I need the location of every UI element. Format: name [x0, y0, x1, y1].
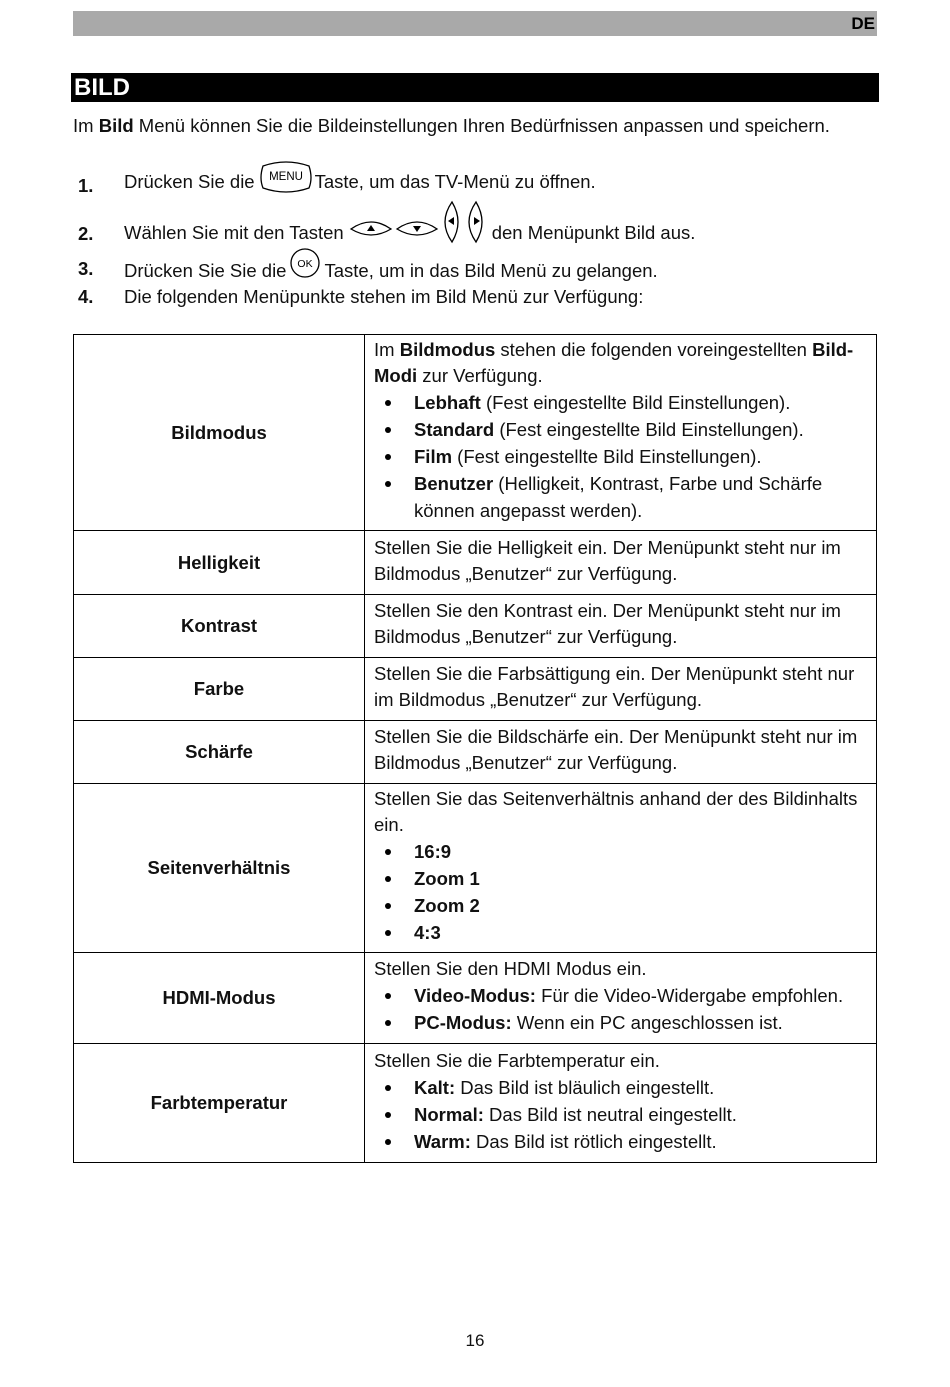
menu-key-label: MENU [268, 171, 303, 183]
option-description: Stellen Sie die Bildschärfe ein. Der Menüpunkt steht nur im Bildmodus „Benutzer“ zur Verfügung. [365, 721, 877, 784]
option-name: HDMI-Modus [74, 953, 365, 1044]
option-list [374, 389, 868, 524]
option-name: Helligkeit [74, 531, 365, 595]
step-number: 3. [78, 258, 94, 279]
table-row [74, 953, 877, 1044]
list-item: Zoom 1 [374, 865, 868, 892]
step-text-post: Taste, um in das Bild Menü zu gelangen. [324, 260, 658, 281]
intro-text-post: Menü können Sie die Bildeinstellungen Ihren Bedürfnissen anpassen und speichern. [133, 115, 830, 136]
list-item: Lebhaft (Fest eingestellte Bild Einstellungen). [374, 389, 868, 416]
option-description: Stellen Sie die Helligkeit ein. Der Menüpunkt steht nur im Bildmodus „Benutzer“ zur Verfügung. [365, 531, 877, 595]
table-row [74, 1044, 877, 1163]
option-list [374, 1074, 868, 1155]
step-text-post: den Menüpunkt Bild aus. [491, 222, 696, 243]
intro-paragraph [73, 115, 830, 137]
step-number: 2. [78, 223, 94, 244]
option-list [374, 838, 868, 946]
option-name: Seitenverhältnis [74, 784, 365, 953]
list-item: Kalt: Das Bild ist bläulich eingestellt. [374, 1074, 868, 1101]
option-list [374, 982, 868, 1036]
list-item: 4:3 [374, 919, 868, 946]
list-item: Warm: Das Bild ist rötlich eingestellt. [374, 1128, 868, 1155]
option-name: Kontrast [74, 595, 365, 658]
ok-key-icon [288, 247, 322, 279]
step-text [124, 247, 658, 283]
table-row [74, 784, 877, 953]
option-description [365, 335, 877, 531]
step-number: 4. [78, 286, 94, 307]
table-row [74, 531, 877, 595]
table-row [74, 335, 877, 531]
step-text [124, 199, 695, 245]
menu-key-icon [259, 160, 313, 194]
option-name: Farbtemperatur [74, 1044, 365, 1163]
option-description [365, 784, 877, 953]
option-intro: Stellen Sie den HDMI Modus ein. [374, 958, 647, 979]
option-description [365, 953, 877, 1044]
list-item: 16:9 [374, 838, 868, 865]
list-item: PC-Modus: Wenn ein PC angeschlossen ist. [374, 1009, 868, 1036]
table-row [74, 658, 877, 721]
step-text: Die folgenden Menüpunkte stehen im Bild Menü zur Verfügung: [124, 286, 644, 307]
option-intro: Stellen Sie die Farbtemperatur ein. [374, 1049, 660, 1071]
option-intro: Stellen Sie das Seitenverhältnis anhand der des Bildinhalts ein. [374, 788, 858, 835]
step-text-pre: Drücken Sie die [124, 171, 255, 192]
list-item: Zoom 2 [374, 892, 868, 919]
language-header-bar [73, 11, 877, 36]
step-text [124, 160, 596, 194]
picture-menu-table [73, 334, 877, 1163]
list-item: Benutzer (Helligkeit, Kontrast, Farbe und Schärfe können angepasst werden). [374, 470, 868, 524]
step-text-post: Taste, um das TV-Menü zu öffnen. [314, 171, 596, 192]
step-number: 1. [78, 175, 94, 196]
step-text-pre: Wählen Sie mit den Tasten [124, 222, 344, 243]
list-item: Video-Modus: Für die Video-Widergabe empfohlen. [374, 982, 868, 1009]
list-item: Film (Fest eingestellte Bild Einstellungen). [374, 443, 868, 470]
option-description: Stellen Sie die Farbsättigung ein. Der Menüpunkt steht nur im Bildmodus „Benutzer“ zur Verfügung. [365, 658, 877, 721]
option-name: Farbe [74, 658, 365, 721]
down-key-icon [394, 217, 440, 241]
table-row [74, 721, 877, 784]
language-label: DE [851, 14, 875, 33]
list-item: Normal: Das Bild ist neutral eingestellt. [374, 1101, 868, 1128]
option-name: Schärfe [74, 721, 365, 784]
option-intro: Im Bildmodus stehen die folgenden voreingestellten Bild-Modi zur Verfügung. [374, 339, 854, 386]
option-description: Stellen Sie den Kontrast ein. Der Menüpunkt steht nur im Bildmodus „Benutzer“ zur Verfügung. [365, 595, 877, 658]
table-row [74, 595, 877, 658]
ok-key-label: OK [297, 258, 314, 270]
right-key-icon [464, 199, 488, 245]
list-item: Standard (Fest eingestellte Bild Einstellungen). [374, 416, 868, 443]
section-title: BILD [74, 74, 130, 101]
up-key-icon [348, 217, 394, 241]
section-header [71, 73, 879, 102]
intro-text-pre: Im [73, 115, 99, 136]
intro-text-bold: Bild [98, 115, 134, 136]
step-text-pre: Drücken Sie Sie die [124, 260, 287, 281]
page-number: 16 [465, 1331, 485, 1350]
option-name: Bildmodus [74, 335, 365, 531]
left-key-icon [440, 199, 464, 245]
option-description [365, 1044, 877, 1163]
